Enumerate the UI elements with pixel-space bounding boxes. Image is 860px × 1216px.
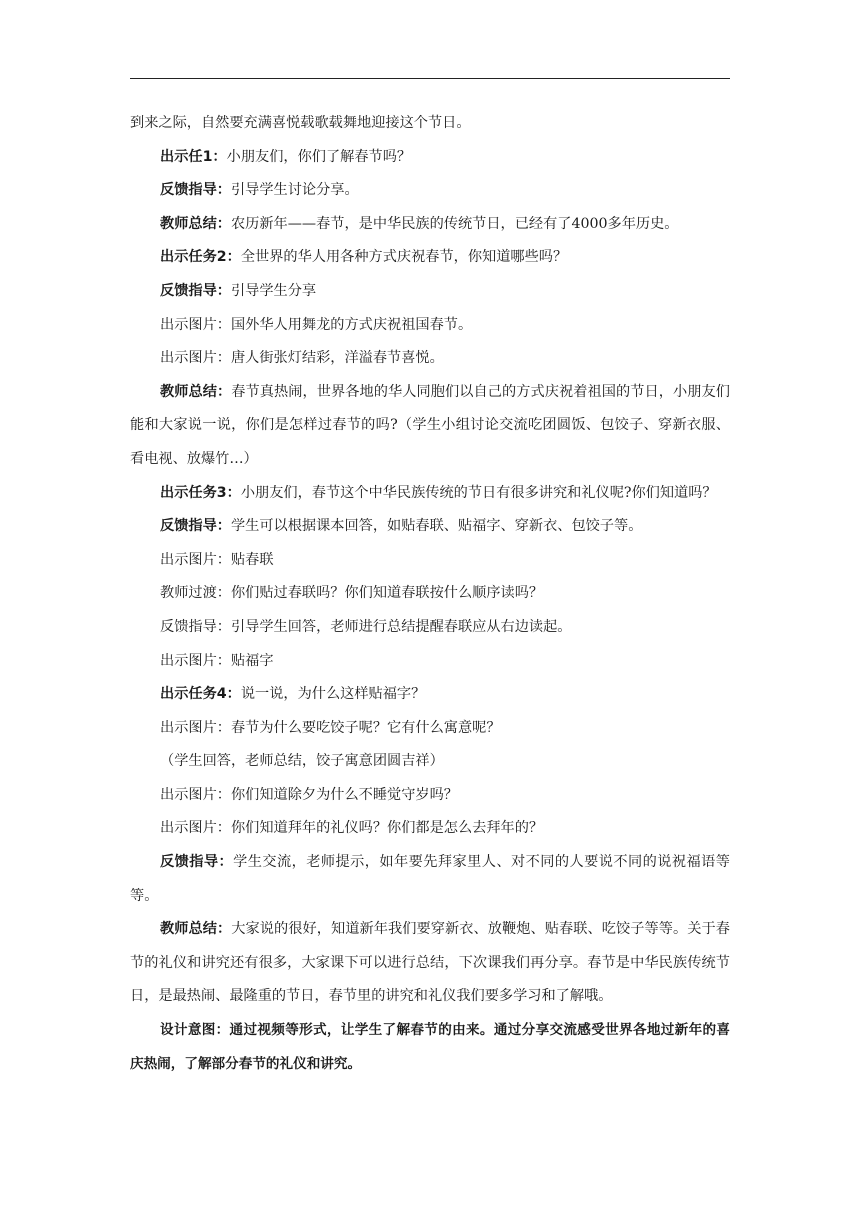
paragraph (130, 174, 730, 208)
paragraph (130, 846, 730, 913)
header-rule (130, 78, 730, 79)
paragraph (130, 678, 730, 712)
paragraph-text: 你们贴过春联吗？你们知道春联按什么顺序读吗？ (230, 585, 544, 602)
paragraph-text: 到来之际，自然要充满喜悦载歌载舞地迎接这个节日。 (130, 115, 471, 131)
paragraph-label: 教师总结： (160, 921, 232, 938)
paragraph (130, 141, 730, 175)
paragraph-text: （学生回答，老师总结，饺子寓意团圆吉祥） (160, 753, 444, 770)
paragraph (130, 275, 730, 309)
paragraph-text: 引导学生回答，老师进行总结提醒春联应从右边读起。 (230, 618, 572, 635)
paragraph-label: 教师总结： (160, 215, 231, 232)
paragraph (130, 544, 730, 578)
paragraph-label: 出示图片： (160, 652, 231, 669)
paragraph-label: 出示图片： (160, 820, 231, 837)
paragraph-label: 出示图片： (160, 350, 231, 367)
paragraph-text: 大家说的很好，知道新年我们要穿新衣、放鞭炮、贴春联、吃饺子等等。关于春节的礼仪和讲究还有很多，大家课下可以进行总结，下次课我们再分享。春节是中华民族传统节日，是最热闹、最隆重的节日，春节里的讲究和礼仪我们要多学习和了解哦。 (130, 921, 730, 1005)
paragraph (130, 712, 730, 746)
paragraph-label: 反馈指导： (160, 282, 231, 299)
paragraph (130, 812, 730, 846)
paragraph-label: 出示任1： (160, 148, 227, 165)
paragraph-text: 引导学生讨论分享。 (230, 182, 359, 199)
paragraph-label: 出示图片： (160, 551, 231, 568)
paragraph-text: 你们知道除夕为什么不睡觉守岁吗？ (230, 786, 458, 803)
paragraph (130, 376, 730, 477)
paragraph-label: 出示任务3： (160, 484, 241, 501)
paragraph-label: 出示图片： (160, 786, 231, 803)
paragraph (130, 510, 730, 544)
paragraph-text: 唐人街张灯结彩，洋溢春节喜悦。 (230, 350, 444, 367)
design-intent: 设计意图：通过视频等形式，让学生了解春节的由来。通过分享交流感受世界各地过新年的喜庆热闹，了解部分春节的礼仪和讲究。 (130, 1022, 730, 1072)
paragraph-text: 学生可以根据课本回答，如贴春联、贴福字、穿新衣、包饺子等。 (230, 518, 643, 535)
paragraph-label: 反馈指导： (160, 618, 231, 635)
paragraph-text: 小朋友们，春节这个中华民族传统的节日有很多讲究和礼仪呢?你们知道吗？ (240, 484, 717, 501)
paragraph (130, 745, 730, 779)
document-body (130, 107, 730, 1081)
paragraph-text: 学生交流，老师提示，如年要先拜家里人、对不同的人要说不同的说祝福语等等。 (130, 854, 730, 904)
paragraph (130, 645, 730, 679)
paragraph-text: 引导学生分享 (230, 282, 317, 299)
paragraph-label: 教师过渡： (160, 585, 231, 602)
paragraph-label: 反馈指导： (160, 518, 231, 535)
paragraph-text: 贴春联 (230, 551, 274, 568)
paragraph-text: 春节真热闹，世界各地的华人同胞们以自己的方式庆祝着祖国的节日，小朋友们能和大家说一说，你们是怎样过春节的吗?（学生小组讨论交流吃团圆饭、包饺子、穿新衣服、看电视、放爆竹…） (130, 383, 730, 467)
paragraph-text: 说一说，为什么这样贴福字？ (240, 686, 426, 703)
paragraph-label: 教师总结： (160, 383, 232, 400)
paragraph-label: 出示任务4： (160, 686, 241, 703)
paragraph (130, 611, 730, 645)
paragraph (130, 577, 730, 611)
paragraph-text: 国外华人用舞龙的方式庆祝祖国春节。 (230, 316, 473, 333)
paragraph-text: 全世界的华人用各种方式庆祝春节，你知道哪些吗？ (240, 249, 568, 266)
paragraph-label: 反馈指导： (160, 854, 234, 871)
paragraph-label: 反馈指导： (160, 182, 231, 199)
paragraph (130, 107, 730, 141)
paragraph-text: 农历新年——春节，是中华民族的传统节日，已经有了4000多年历史。 (230, 215, 679, 232)
paragraph-text: 贴福字 (230, 652, 274, 669)
paragraph-label: 出示图片： (160, 719, 231, 736)
paragraph (130, 309, 730, 343)
paragraph-text: 小朋友们，你们了解春节吗？ (226, 148, 412, 165)
paragraph (130, 913, 730, 1014)
paragraph-text: 春节为什么要吃饺子呢？它有什么寓意呢？ (230, 719, 501, 736)
paragraph (130, 342, 730, 376)
paragraph (130, 477, 730, 511)
paragraph (130, 241, 730, 275)
paragraph-text: 你们知道拜年的礼仪吗？你们都是怎么去拜年的？ (230, 820, 544, 837)
paragraph-label: 出示图片： (160, 316, 231, 333)
paragraph (130, 779, 730, 813)
paragraph (130, 208, 730, 242)
paragraph-label: 出示任务2： (160, 249, 241, 266)
